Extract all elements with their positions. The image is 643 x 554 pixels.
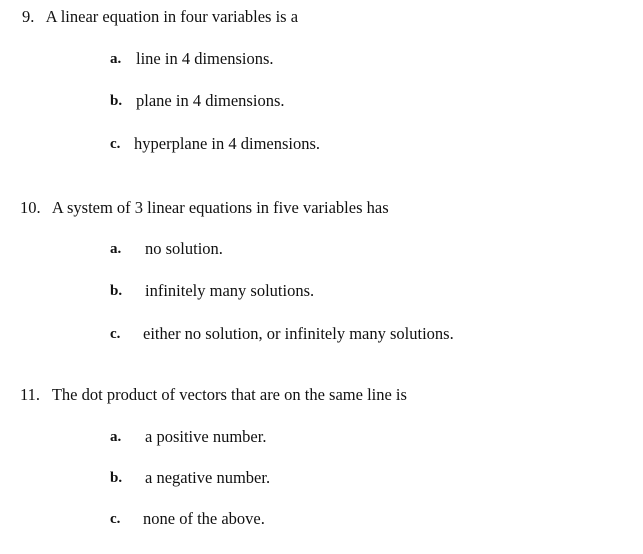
question-number: 11.: [20, 385, 41, 404]
question-11: [20, 385, 407, 405]
option-letter: b.: [110, 470, 123, 486]
option-text: plane in 4 dimensions.: [136, 91, 285, 110]
question-prompt: The dot product of vectors that are on the same line is: [51, 385, 407, 404]
option-text: none of the above.: [143, 509, 265, 528]
question-number: 10.: [20, 198, 41, 217]
option-letter: c.: [110, 326, 121, 342]
option-letter: b.: [110, 93, 123, 109]
question-9: [22, 7, 298, 27]
option-letter: c.: [110, 511, 121, 527]
option-text: hyperplane in 4 dimensions.: [134, 134, 321, 153]
option-letter: a.: [110, 241, 122, 257]
option-text: either no solution, or infinitely many solutions.: [143, 324, 454, 343]
question-number: 9.: [22, 7, 35, 26]
option-text: a negative number.: [145, 468, 271, 487]
option-text: no solution.: [145, 239, 223, 258]
question-10: [20, 198, 389, 218]
option-letter: b.: [110, 283, 123, 299]
question-prompt: A linear equation in four variables is a: [45, 7, 299, 26]
option-text: a positive number.: [145, 427, 267, 446]
option-letter: a.: [110, 51, 122, 67]
option-letter: a.: [110, 429, 122, 445]
option-text: line in 4 dimensions.: [136, 49, 274, 68]
question-prompt: A system of 3 linear equations in five variables has: [51, 198, 389, 217]
option-text: infinitely many solutions.: [145, 281, 315, 300]
option-letter: c.: [110, 136, 121, 152]
